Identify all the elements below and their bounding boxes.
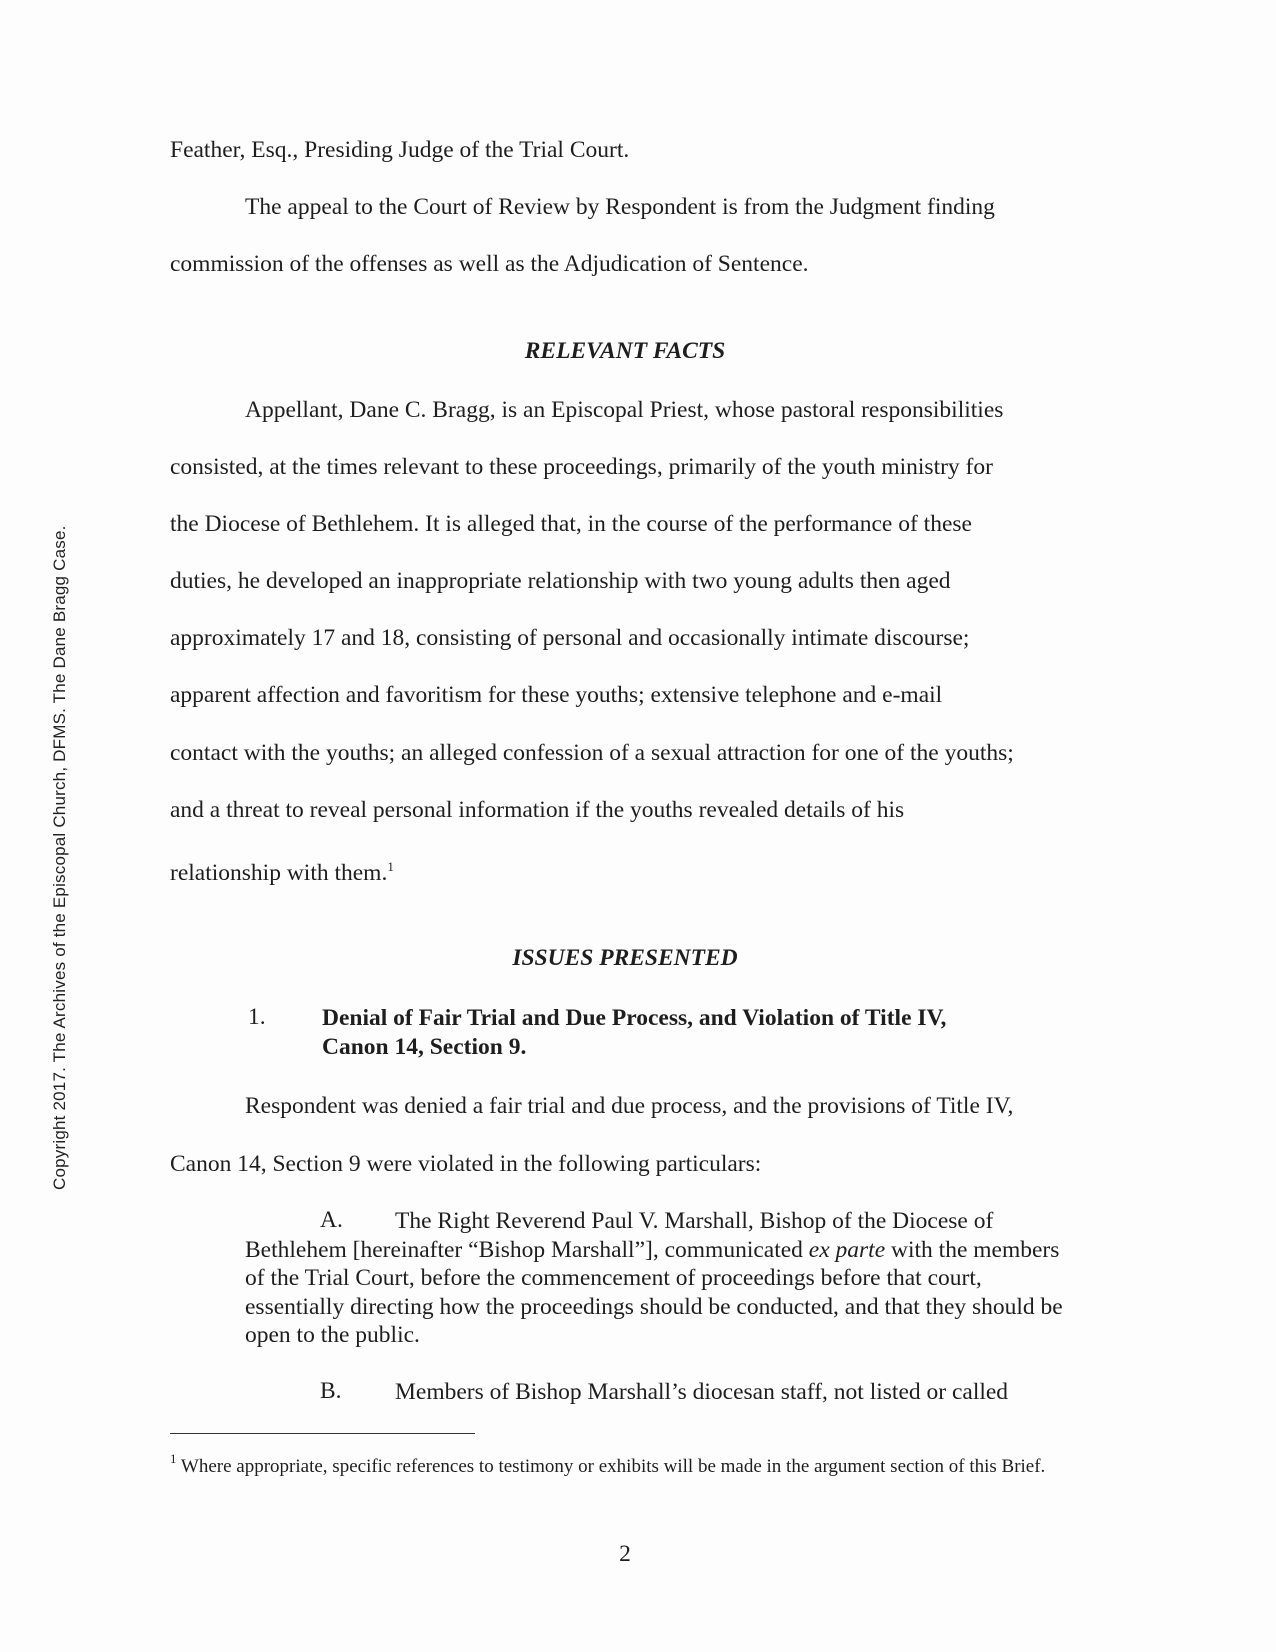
- sub-item-a-text: [245, 1207, 1075, 1350]
- sub-item-a-text-part2: with the members of the Trial Court, before the commencement of proceedings before that court, essentially directing how the proceedings should be conducted, and that they should be open to the public.: [245, 1236, 1063, 1348]
- issue-title-line-2: Canon 14, Section 9.: [322, 1034, 527, 1060]
- sub-item-a-italic: ex parte: [808, 1236, 886, 1263]
- facts-line-2: consisted, at the times relevant to these proceedings, primarily of the youth ministry for: [170, 454, 993, 480]
- facts-line-9: [170, 853, 394, 887]
- copyright-watermark: Copyright 2017. The Archives of the Episcopal Church, DFMS. The Dane Bragg Case.: [50, 525, 69, 1190]
- sub-item-b-text: Members of Bishop Marshall’s diocesan staff, not listed or called: [395, 1379, 1009, 1405]
- footnote-separator: [170, 1433, 475, 1434]
- footnote-marker: 1: [170, 1451, 177, 1466]
- facts-line-8: and a threat to reveal personal information if the youths revealed details of his: [170, 797, 905, 823]
- footnote-reference-marker: 1: [387, 859, 394, 874]
- footnote-text: Where appropriate, specific references to testimony or exhibits will be made in the argument section of this Brief.: [180, 1456, 1046, 1477]
- facts-line-9-text: relationship with them.: [170, 860, 388, 886]
- issues-para-line-2: Canon 14, Section 9 were violated in the following particulars:: [170, 1151, 762, 1177]
- facts-line-7: contact with the youths; an alleged confession of a sexual attraction for one of the youths;: [170, 740, 1014, 766]
- sub-item-b-label: B.: [320, 1378, 342, 1404]
- facts-line-4: duties, he developed an inappropriate relationship with two young adults then aged: [170, 568, 951, 594]
- relevant-facts-heading: RELEVANT FACTS: [524, 338, 726, 364]
- facts-line-5: approximately 17 and 18, consisting of personal and occasionally intimate discourse;: [170, 625, 970, 651]
- issue-number: 1.: [248, 1004, 266, 1030]
- sub-item-a-text-part1: The Right Reverend Paul V. Marshall, Bishop of the Diocese of Bethlehem [hereinafter “Bishop Marshall”], communicated: [245, 1208, 994, 1263]
- issue-title: [322, 1004, 1062, 1062]
- issues-presented-heading: ISSUES PRESENTED: [512, 945, 738, 971]
- intro-line-3: commission of the offenses as well as the Adjudication of Sentence.: [170, 251, 809, 277]
- footnote: [170, 1447, 1070, 1478]
- facts-line-1: Appellant, Dane C. Bragg, is an Episcopal Priest, whose pastoral responsibilities: [245, 397, 1004, 423]
- issue-title-line-1: Denial of Fair Trial and Due Process, and Violation of Title IV,: [322, 1005, 947, 1031]
- page-number: 2: [619, 1541, 631, 1567]
- sub-item-a-label: A.: [320, 1207, 343, 1233]
- intro-line-1: Feather, Esq., Presiding Judge of the Trial Court.: [170, 137, 630, 163]
- facts-line-6: apparent affection and favoritism for these youths; extensive telephone and e-mail: [170, 682, 943, 708]
- intro-line-2: The appeal to the Court of Review by Respondent is from the Judgment finding: [245, 194, 995, 220]
- issues-para-line-1: Respondent was denied a fair trial and due process, and the provisions of Title IV,: [245, 1093, 1014, 1119]
- facts-line-3: the Diocese of Bethlehem. It is alleged that, in the course of the performance of these: [170, 511, 972, 537]
